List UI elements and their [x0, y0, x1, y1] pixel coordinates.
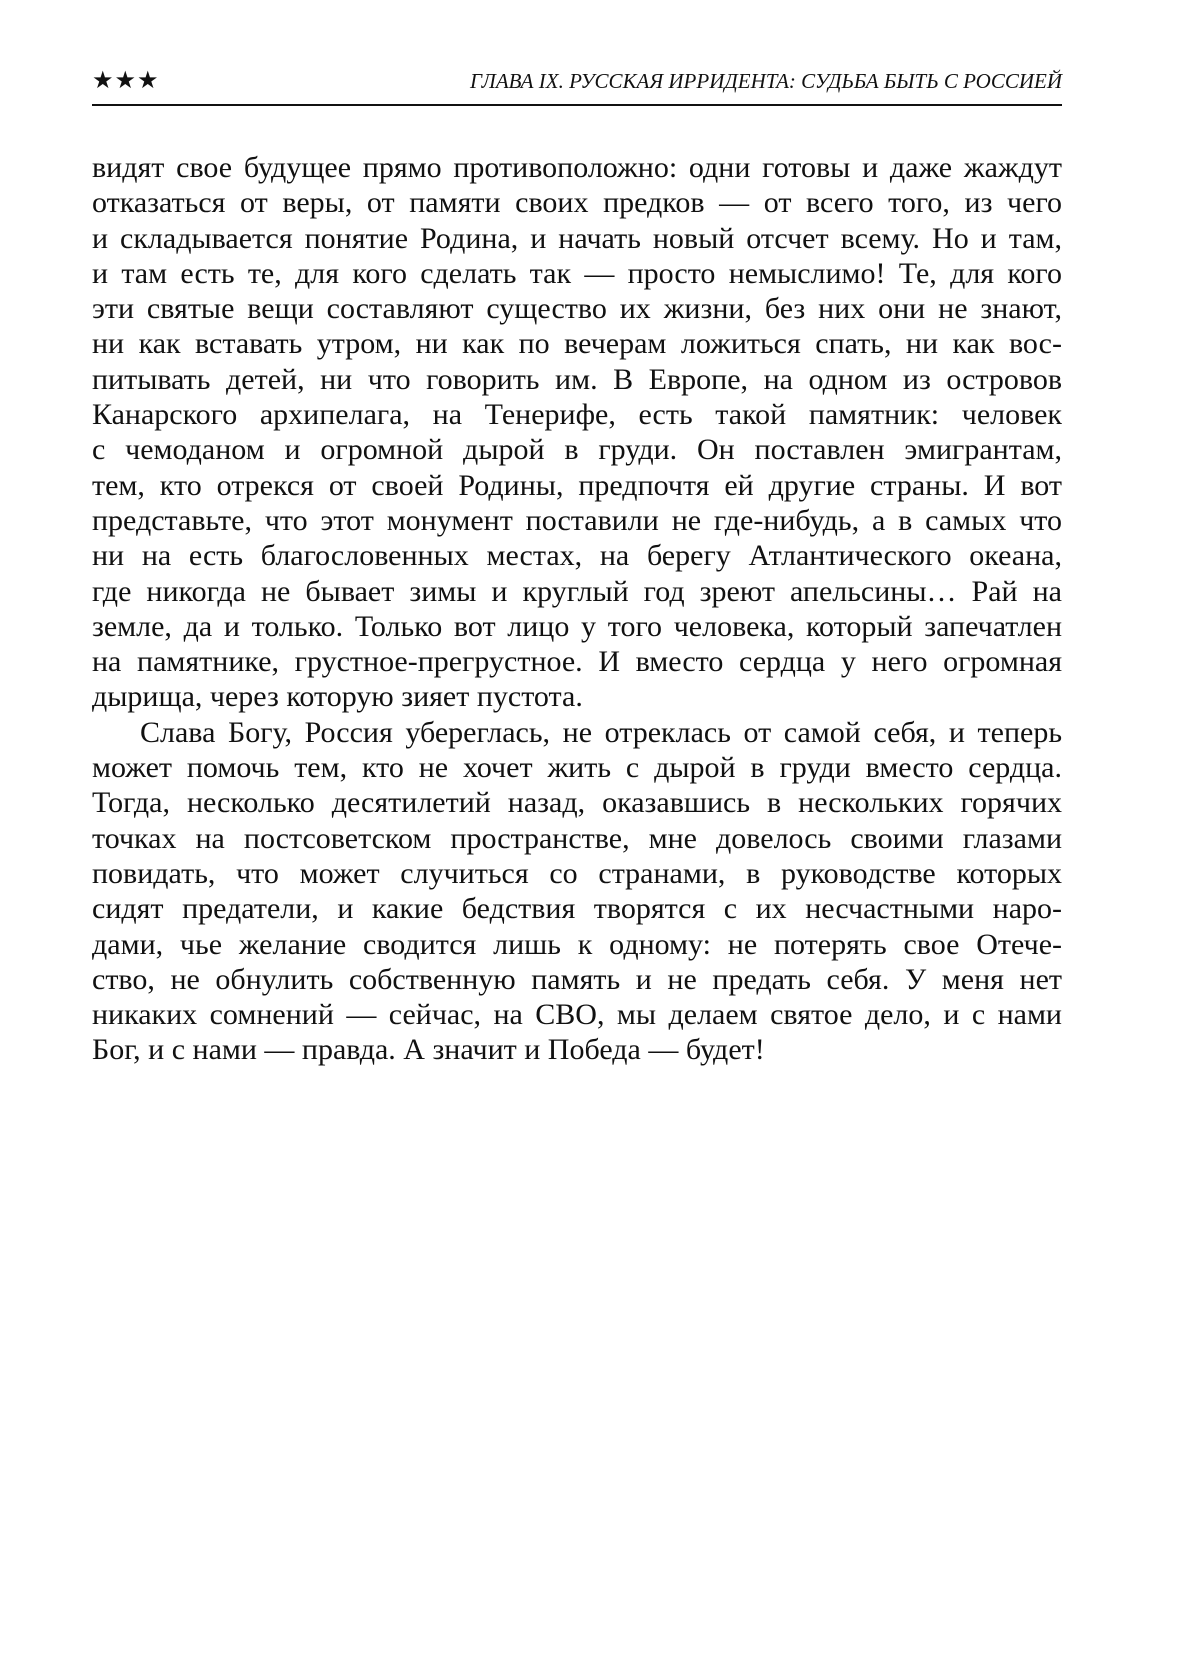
text-line: Тогда, несколько десятилетий назад, оказавшись в нескольких горячих [92, 786, 1062, 820]
text-line: земле, да и только. Только вот лицо у того человека, который запечатлен [92, 609, 1062, 643]
text-line: с чемоданом и огромной дырой в груди. Он поставлен эмигрантам, [92, 433, 1062, 467]
text-line: может помочь тем, кто не хочет жить с дырой в груди вместо сердца. [92, 751, 1062, 785]
text-line: никаких сомнений — сейчас, на СВО, мы делаем святое дело, и с нами [92, 998, 1062, 1032]
text-line: ни на есть благословенных местах, на берегу Атлантического океана, [92, 539, 1062, 573]
text-line: ни как вставать утром, ни как по вечерам ложиться спать, ни как вос- [92, 327, 1062, 361]
text-line: Бог, и с нами — правда. А значит и Победа — будет! [92, 1033, 765, 1067]
ornament-stars-icon: ★★★ [92, 66, 160, 94]
body-text [92, 150, 1062, 1068]
text-line: питывать детей, ни что говорить им. В Европе, на одном из островов [92, 362, 1062, 396]
text-line: отказаться от веры, от памяти своих предков — от всего того, из чего [92, 186, 1062, 220]
text-line: видят свое будущее прямо противоположно: одни готовы и даже жаждут [92, 151, 1062, 184]
paragraph-1 [92, 150, 1062, 715]
text-line: и складывается понятие Родина, и начать новый отсчет всему. Но и там, [92, 221, 1062, 255]
text-line: и там есть те, для кого сделать так — просто немыслимо! Те, для кого [92, 256, 1062, 290]
text-line: ство, не обнулить собственную память и не предать себя. У меня нет [92, 962, 1062, 996]
chapter-title: ГЛАВА IX. РУССКАЯ ИРРИДЕНТА: СУДЬБА БЫТЬ С РОССИЕЙ [469, 69, 1062, 93]
text-line: дами, чье желание сводится лишь к одному: не потерять свое Отече- [92, 927, 1062, 961]
text-line: Слава Богу, Россия убереглась, не отреклась от самой себя, и теперь [140, 715, 1062, 749]
text-line: Канарского архипелага, на Тенерифе, есть такой памятник: человек [92, 398, 1062, 432]
text-line: на памятнике, грустное-прегрустное. И вместо сердца у него огромная [92, 645, 1062, 679]
text-line: сидят предатели, и какие бедствия творятся с их несчастными наро- [92, 892, 1062, 926]
text-line: где никогда не бывает зимы и круглый год зреют апельсины… Рай на [92, 574, 1062, 608]
book-page [92, 0, 1062, 1663]
text-line: точках на постсоветском пространстве, мне довелось своими глазами [92, 821, 1062, 855]
text-line: тем, кто отрекся от своей Родины, предпочтя ей другие страны. И вот [92, 468, 1062, 502]
text-line: представьте, что этот монумент поставили не где-нибудь, а в самых что [92, 503, 1062, 537]
running-header [92, 64, 1062, 106]
text-line: повидать, что может случиться со странами, в руководстве которых [92, 856, 1062, 890]
text-line: эти святые вещи составляют существо их жизни, без них они не знают, [92, 292, 1062, 326]
text-line: дырища, через которую зияет пустота. [92, 680, 583, 714]
paragraph-2 [92, 715, 1062, 1068]
